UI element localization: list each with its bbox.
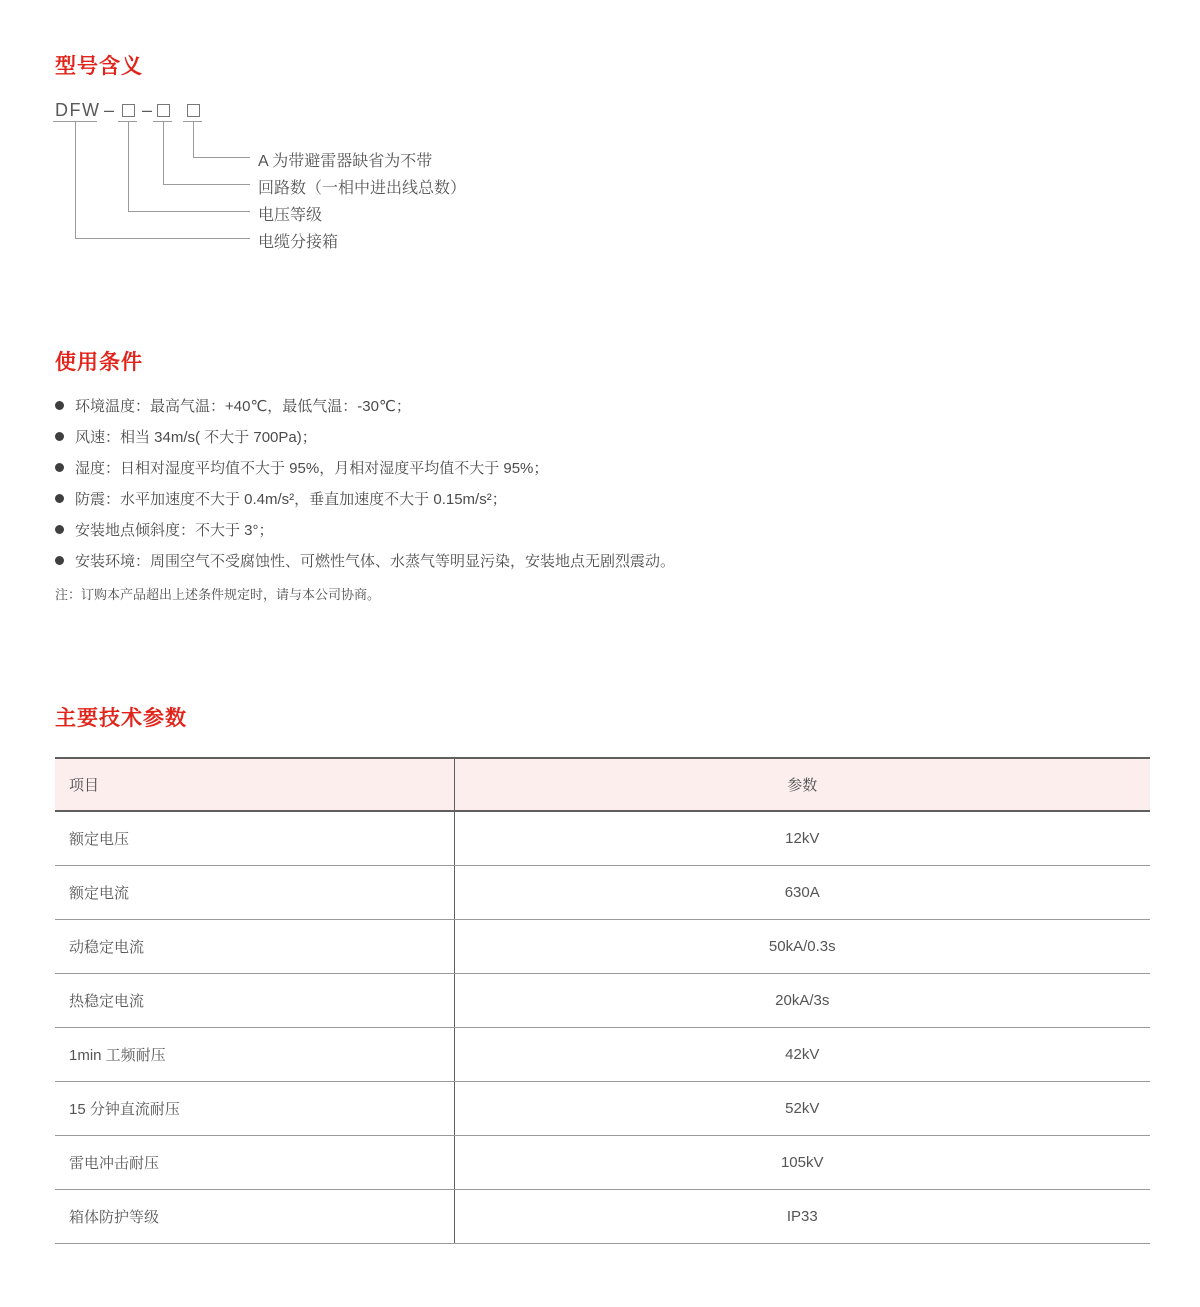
list-item xyxy=(55,458,675,476)
param-value: 630A xyxy=(454,865,1150,919)
param-name: 1min 工频耐压 xyxy=(55,1027,454,1081)
param-name: 额定电压 xyxy=(55,811,454,865)
condition-text: 安装地点倾斜度：不大于 3°； xyxy=(75,521,274,539)
condition-text: 风速：相当 34m/s( 不大于 700Pa)； xyxy=(75,428,317,446)
param-name: 热稳定电流 xyxy=(55,973,454,1027)
diagram-connector-line xyxy=(163,184,250,185)
column-header-value: 参数 xyxy=(454,758,1150,811)
model-section-title: 型号含义 xyxy=(55,55,143,78)
bullet-icon xyxy=(55,494,64,503)
diagram-connector-line xyxy=(163,121,164,184)
bullet-icon xyxy=(55,556,64,565)
diagram-connector-line xyxy=(193,121,194,157)
model-label-circuits: 回路数（一相中进出线总数） xyxy=(258,180,467,197)
model-label-box-type: 电缆分接箱 xyxy=(258,234,339,251)
param-value: 50kA/0.3s xyxy=(454,919,1150,973)
param-value: 20kA/3s xyxy=(454,973,1150,1027)
list-item xyxy=(55,489,675,507)
param-name: 雷电冲击耐压 xyxy=(55,1135,454,1189)
model-placeholder-box-icon xyxy=(157,104,170,117)
param-value: 12kV xyxy=(454,811,1150,865)
diagram-connector-line xyxy=(128,211,250,212)
diagram-connector-line xyxy=(75,238,250,239)
list-item xyxy=(55,427,675,445)
param-value: IP33 xyxy=(454,1189,1150,1243)
list-item xyxy=(55,551,675,569)
param-value: 105kV xyxy=(454,1135,1150,1189)
table-row xyxy=(55,1027,1150,1081)
table-row xyxy=(55,1189,1150,1243)
conditions-list xyxy=(55,396,675,582)
model-code-prefix: DFW xyxy=(55,100,101,120)
diagram-connector-line xyxy=(75,121,76,238)
param-value: 42kV xyxy=(454,1027,1150,1081)
diagram-connector-line xyxy=(193,157,250,158)
column-header-item: 项目 xyxy=(55,758,454,811)
param-value: 52kV xyxy=(454,1081,1150,1135)
table-row xyxy=(55,919,1150,973)
conditions-section-title: 使用条件 xyxy=(55,351,143,374)
table-row xyxy=(55,973,1150,1027)
condition-text: 防震：水平加速度不大于 0.4m/s²，垂直加速度不大于 0.15m/s²； xyxy=(75,490,507,508)
table-row xyxy=(55,811,1150,865)
model-code-dash: – xyxy=(104,100,116,120)
model-designation-diagram xyxy=(0,0,1200,280)
model-placeholder-box-icon xyxy=(122,104,135,117)
table-row xyxy=(55,1081,1150,1135)
bullet-icon xyxy=(55,432,64,441)
model-label-voltage: 电压等级 xyxy=(258,207,323,224)
model-label-arrester: A 为带避雷器缺省为不带 xyxy=(258,153,433,170)
bullet-icon xyxy=(55,401,64,410)
model-placeholder-box-icon xyxy=(187,104,200,117)
parameters-table xyxy=(55,757,1150,1244)
param-name: 动稳定电流 xyxy=(55,919,454,973)
params-section-title: 主要技术参数 xyxy=(55,707,187,730)
table-row xyxy=(55,865,1150,919)
param-name: 箱体防护等级 xyxy=(55,1189,454,1243)
table-row xyxy=(55,1135,1150,1189)
list-item xyxy=(55,520,675,538)
param-name: 额定电流 xyxy=(55,865,454,919)
condition-text: 湿度：日相对湿度平均值不大于 95%，月相对湿度平均值不大于 95%； xyxy=(75,459,549,477)
condition-text: 安装环境：周围空气不受腐蚀性、可燃性气体、水蒸气等明显污染，安装地点无剧烈震动。 xyxy=(75,552,676,570)
diagram-connector-line xyxy=(128,121,129,211)
table-header-row xyxy=(55,758,1150,811)
model-code-dash: – xyxy=(142,100,154,120)
condition-text: 环境温度：最高气温：+40℃，最低气温：-30℃； xyxy=(75,397,411,415)
list-item xyxy=(55,396,675,414)
conditions-note: 注：订购本产品超出上述条件规定时，请与本公司协商。 xyxy=(55,587,381,602)
bullet-icon xyxy=(55,525,64,534)
param-name: 15 分钟直流耐压 xyxy=(55,1081,454,1135)
bullet-icon xyxy=(55,463,64,472)
